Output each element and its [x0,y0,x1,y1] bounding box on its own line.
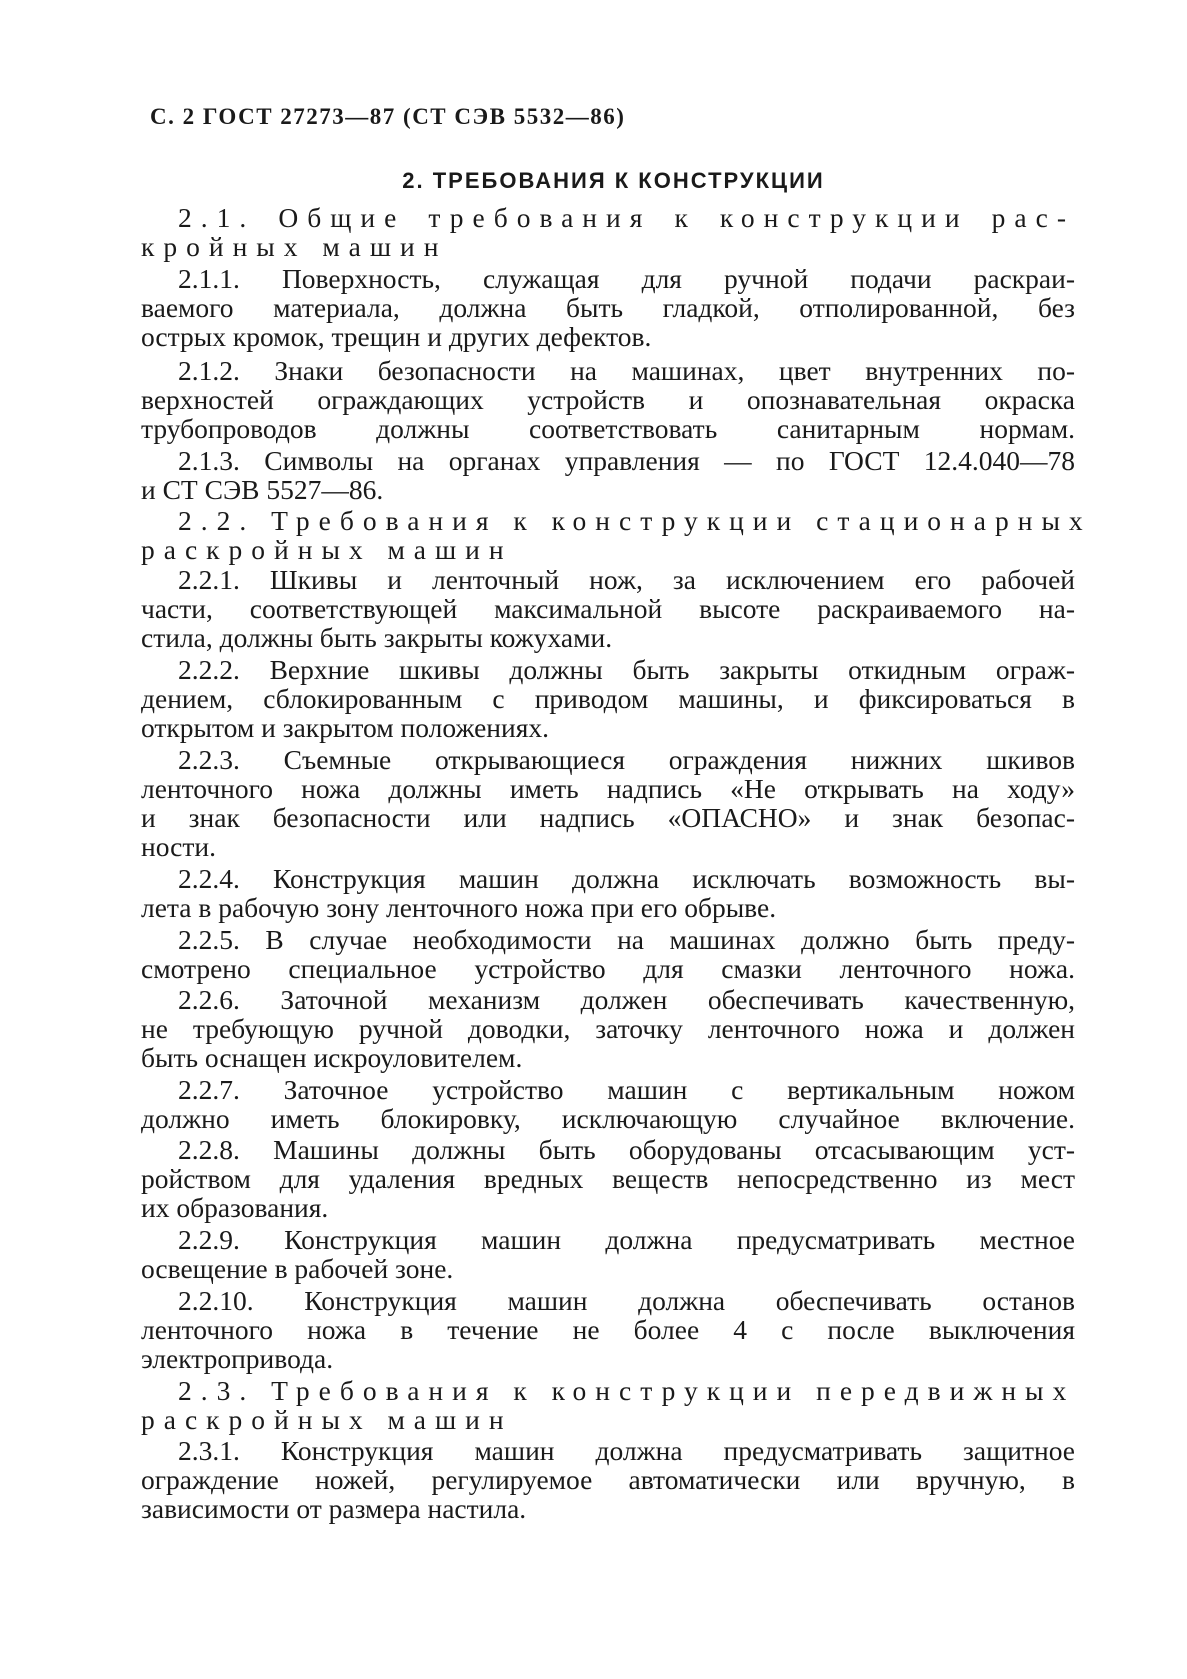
text-line: 2.2.5. В случае необходимости на машинах должно быть преду- [178,924,1075,955]
text-line: ограждение ножей, регулируемое автоматически или вручную, в [141,1464,1075,1495]
text-line: быть оснащен искроуловителем. [141,1042,523,1073]
text-line: 2.2.8. Машины должны быть оборудованы отсасывающим уст- [178,1134,1075,1165]
text-line: ленточного ножа в течение не более 4 с после выключения [141,1314,1075,1345]
text-line: зависимости от размера настила. [141,1493,527,1524]
text-line: открытом и закрытом положениях. [141,712,550,743]
text-line: должно иметь блокировку, исключающую случайное включение. [141,1103,1075,1134]
text-line: трубопроводов должны соответствовать санитарным нормам. [141,413,1075,444]
text-line: 2.3.1. Конструкция машин должна предусматривать защитное [178,1435,1075,1466]
subsection-heading: кройных машин [141,231,448,262]
text-line: стила, должны быть закрыты кожухами. [141,622,613,653]
text-line: верхностей ограждающих устройств и опознавательная окраска [141,384,1075,415]
subsection-heading: раскройных машин [141,1404,513,1435]
subsection-heading: 2.2. Требования к конструкции стационарных [178,505,1092,536]
text-line: не требующую ручной доводки, заточку ленточного ножа и должен [141,1013,1075,1044]
text-line: и СТ СЭВ 5527—86. [141,474,384,505]
text-line: части, соответствующей максимальной высоте раскраиваемого на- [141,593,1075,624]
text-line: освещение в рабочей зоне. [141,1253,454,1284]
text-line: ваемого материала, должна быть гладкой, отполированной, без [141,292,1075,323]
text-line: 2.1.1. Поверхность, служащая для ручной подачи раскраи- [178,263,1075,294]
subsection-heading: 2.1. Общие требования к конструкции рас- [178,202,1075,233]
subsection-heading: раскройных машин [141,534,513,565]
text-line: дением, сблокированным с приводом машины, и фиксироваться в [141,683,1075,714]
text-line: лета в рабочую зону ленточного ножа при его обрыве. [141,892,777,923]
text-line: 2.2.9. Конструкция машин должна предусматривать местное [178,1224,1075,1255]
text-line: 2.2.7. Заточное устройство машин с вертикальным ножом [178,1074,1075,1105]
text-line: ройством для удаления вредных веществ непосредственно из мест [141,1163,1075,1194]
text-line: 2.2.6. Заточной механизм должен обеспечивать качественную, [178,984,1075,1015]
text-line: электропривода. [141,1343,334,1374]
subsection-heading: 2.3. Требования к конструкции передвижных [178,1375,1076,1406]
text-line: 2.2.2. Верхние шкивы должны быть закрыты откидным ограж- [178,654,1075,685]
text-line: смотрено специальное устройство для смазки ленточного ножа. [141,953,1075,984]
text-line: 2.1.3. Символы на органах управления — по ГОСТ 12.4.040—78 [178,445,1075,476]
page-header: С. 2 ГОСТ 27273—87 (СТ СЭВ 5532—86) [150,104,626,129]
text-line: 2.2.1. Шкивы и ленточный нож, за исключением его рабочей [178,564,1075,595]
text-line: ности. [141,831,216,862]
text-line: и знак безопасности или надпись «ОПАСНО» и знак безопас- [141,802,1075,833]
text-line: 2.2.10. Конструкция машин должна обеспечивать останов [178,1285,1075,1316]
text-line: 2.1.2. Знаки безопасности на машинах, цвет внутренних по- [178,355,1075,386]
text-line: 2.2.4. Конструкция машин должна исключать возможность вы- [178,863,1075,894]
text-line: их образования. [141,1192,329,1223]
text-line: острых кромок, трещин и других дефектов. [141,321,652,352]
text-line: 2.2.3. Съемные открывающиеся ограждения нижних шкивов [178,744,1075,775]
text-line: ленточного ножа должны иметь надпись «Не открывать на ходу» [141,773,1075,804]
section-title: 2. ТРЕБОВАНИЯ К КОНСТРУКЦИИ [402,168,825,193]
